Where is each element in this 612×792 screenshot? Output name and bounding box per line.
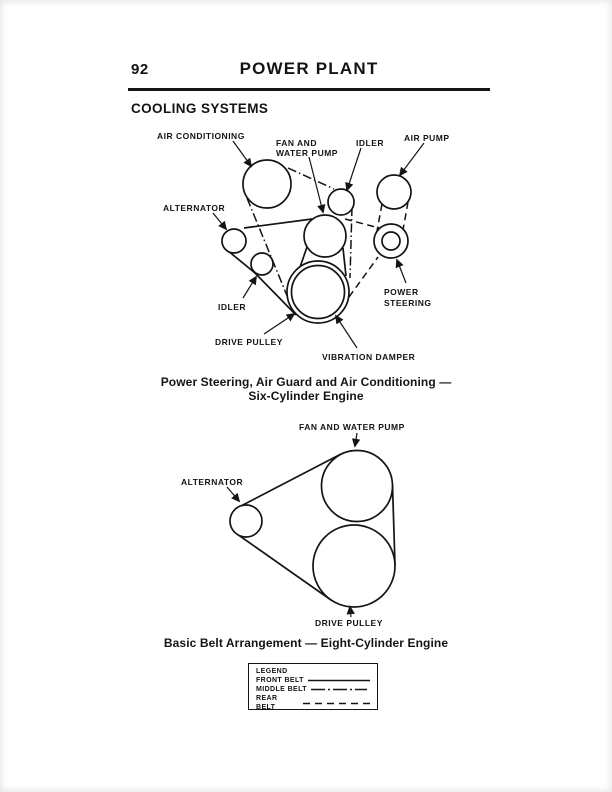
drive-pulley-2 xyxy=(313,525,395,607)
section-heading: COOLING SYSTEMS xyxy=(131,101,269,116)
fan-water-pump-pulley-2 xyxy=(322,451,393,522)
front-belt-span-alternator-fan xyxy=(244,219,312,228)
fan-and-label: FAN AND xyxy=(276,138,317,148)
legend-middle-belt-label: MIDDLE BELT xyxy=(256,686,307,693)
vibration-damper-label: VIBRATION DAMPER xyxy=(322,352,416,362)
drive-pulley-label: DRIVE PULLEY xyxy=(215,337,283,347)
page-number: 92 xyxy=(131,61,149,78)
alternator-arrow xyxy=(213,213,226,229)
air-conditioning-pulley xyxy=(243,160,291,208)
fan-water-pump-label-2: FAN AND WATER PUMP xyxy=(299,422,405,432)
rear-belt-span-damper-ps xyxy=(349,257,378,297)
idler-lower-pulley xyxy=(251,253,273,275)
rear-belt-line-sample xyxy=(303,701,371,706)
air-pump-pulley xyxy=(377,175,411,209)
idler-lower-label: IDLER xyxy=(218,302,246,312)
middle-belt-span-idler-drive xyxy=(350,207,352,278)
drive-pulley-label-2: DRIVE PULLEY xyxy=(315,618,383,628)
legend-row-rear-belt xyxy=(256,694,371,712)
legend-row-middle-belt xyxy=(256,685,371,694)
figure1-caption xyxy=(128,376,484,403)
legend-front-belt-label: FRONT BELT xyxy=(256,677,304,684)
front-belt-span-fan-drive-right xyxy=(343,248,346,276)
alternator-label: ALTERNATOR xyxy=(163,203,226,213)
air-pump-label: AIR PUMP xyxy=(404,133,450,143)
alternator-pulley xyxy=(222,229,246,253)
fan-water-pump-pulley xyxy=(304,215,346,257)
figure2-caption: Basic Belt Arrangement — Eight-Cylinder Engine xyxy=(163,636,449,650)
figure2-eight-cylinder-diagram xyxy=(181,422,405,628)
alternator-label-2: ALTERNATOR xyxy=(181,477,244,487)
page-title: POWER PLANT xyxy=(239,59,379,78)
idler-lower-arrow xyxy=(243,277,256,298)
legend-row-front-belt xyxy=(256,676,371,685)
power-steering-pulley-inner xyxy=(382,232,400,250)
legend-box xyxy=(248,663,378,710)
idler-top-label: IDLER xyxy=(356,138,384,148)
power-label: POWER xyxy=(384,287,419,297)
figure1-caption-line1: Power Steering, Air Guard and Air Conditioning — xyxy=(160,375,452,389)
legend-title: LEGEND xyxy=(256,668,288,675)
air-conditioning-label: AIR CONDITIONING xyxy=(157,131,245,141)
water-pump-label: WATER PUMP xyxy=(276,148,338,158)
fan-water-pump-arrow xyxy=(309,157,323,212)
idler-top-pulley xyxy=(328,189,354,215)
middle-belt-span-ac-idler xyxy=(288,168,334,189)
power-steering-arrow xyxy=(397,260,406,283)
drive-pulley-arrow xyxy=(264,314,294,334)
figure1-six-cylinder-diagram xyxy=(157,131,450,362)
steering-label: STEERING xyxy=(384,298,432,308)
drive-pulley-arrow-2 xyxy=(350,607,351,617)
idler-top-arrow xyxy=(347,148,361,190)
alternator-pulley-2 xyxy=(230,505,262,537)
figure1-caption-line2: Six-Cylinder Engine xyxy=(248,388,364,403)
alternator-arrow-2 xyxy=(227,487,239,501)
vibration-damper-arrow xyxy=(336,316,357,348)
legend-rear-belt-label: REAR BELT xyxy=(256,695,278,711)
drive-pulley xyxy=(292,266,345,319)
front-belt-line-sample xyxy=(308,678,370,683)
fan-water-pump-arrow-2 xyxy=(355,433,357,446)
air-conditioning-arrow xyxy=(233,141,251,166)
middle-belt-line-sample xyxy=(311,687,367,692)
air-pump-arrow xyxy=(400,143,424,175)
